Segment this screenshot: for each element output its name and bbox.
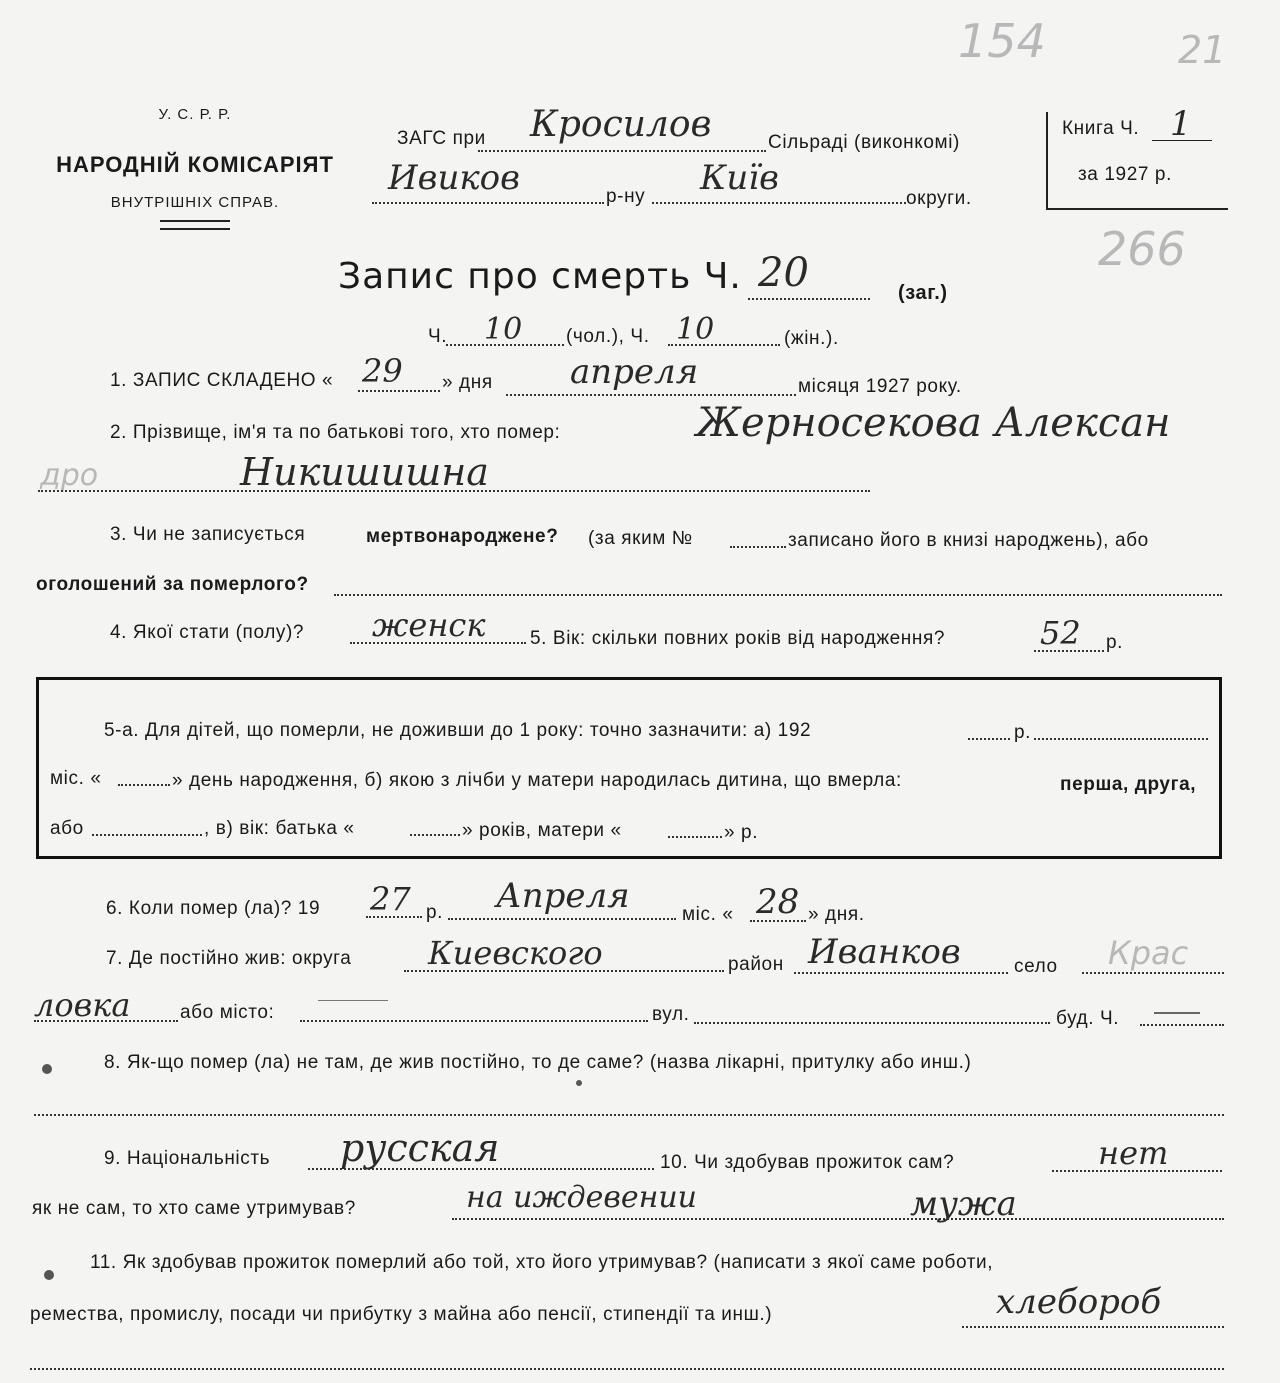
item10-supporter-label: як не сам, то хто саме утримував? [32,1198,356,1219]
item3-stillborn: мертвонароджене? [366,526,559,547]
item5a-mother-line [668,836,722,838]
item7-city-label: або місто: [180,1002,275,1023]
zags-prefix: ЗАГС при [397,128,486,149]
item7-building-line [1140,1024,1224,1026]
zags-suffix: Сільраді (виконкомі) [768,132,960,153]
item5a-end: » р. [724,822,759,843]
item7-selo2-line [34,1020,178,1022]
item2-name-line [38,490,870,492]
male-label: (чол.), Ч. [566,326,650,347]
book-label: Книга Ч. [1062,118,1140,139]
item2-name2-handwritten: Никишишна [240,450,489,494]
item5a-father-label: , в) вік: батька « [204,818,355,839]
item8-label: 8. Як-що помер (ла) не там, де жив постійно, то де саме? (назва лікарні, притулку або инш.) [104,1052,972,1073]
item7-building-label: буд. Ч. [1056,1008,1120,1029]
item7-city-line [300,1020,648,1022]
header-divider-1 [160,220,230,222]
item10-supporter2-handwritten: мужа [910,1184,1017,1224]
item2-label: 2. Прізвище, ім'я та по батькові того, хто помер: [110,422,561,443]
item11-line1: 11. Як здобував прожиток померлий або той, хто його утримував? (написати з якої саме роботи, [90,1252,994,1273]
item7-okruh-handwritten: Киевского [428,934,603,972]
item5a-father-line [410,834,460,836]
header-commissariat: НАРОДНІЙ КОМІСАРІЯТ [56,152,334,177]
item3-number-line [730,546,786,548]
pencil-annotation-number: 266 [1098,222,1186,276]
item7-street-line [694,1022,1050,1024]
item4-sex-handwritten: женск [372,606,486,644]
item1-end: місяця 1927 року. [798,376,962,397]
item9-label: 9. Національність [104,1148,271,1169]
okruh-label: округи. [906,188,972,209]
item11-occupation-handwritten: хлебороб [996,1282,1162,1322]
item5a-order-line [92,834,202,836]
item6-month-line [448,918,676,920]
item9-nationality-handwritten: русская [340,1126,500,1170]
item5a-month-label: міс. « [50,768,102,789]
item6-year-handwritten: 27 [370,880,411,918]
book-year: за 1927 р. [1078,164,1172,185]
item7-selo-handwritten: Крас [1108,934,1189,972]
paper-mark [576,1080,582,1086]
item5a-mother-label: » років, матери « [462,820,622,841]
item2-prefix-handwritten: дро [40,458,99,493]
item10-supporter-handwritten: на иждевении [466,1180,697,1215]
item3-text-b: (за яким № [588,528,693,549]
item3-text-a: 3. Чи не записується [110,524,306,545]
okruh-handwritten: Київ [700,158,779,198]
item7-raion-line [794,972,1008,974]
item8-line [34,1114,1224,1116]
item4-sex-line [350,642,526,644]
female-label: (жін.). [784,328,839,349]
item6-r: р. [426,902,444,923]
pencil-annotation-top-2: 21 [1178,28,1227,72]
book-number-line [1152,140,1212,141]
item5-label: 5. Вік: скільки повних років від народження? [530,628,946,649]
item5a-year-line [968,738,1010,740]
raion-label: р-ну [606,186,646,207]
item5a-first-second: перша, друга, [1060,774,1197,795]
item7-raion-handwritten: Иванков [808,932,961,972]
item11-occupation-line [962,1326,1224,1328]
raion-line [372,202,604,204]
item7-label: 7. Де постійно жив: округа [106,948,352,969]
item7-raion-label: район [728,954,784,975]
item5a-line1-end: р. [1014,722,1032,743]
item5-age-line [1034,650,1104,652]
item5a-line1: 5-а. Для дітей, що померли, не доживши до 1 року: точно зазначити: а) 192 [104,720,812,741]
male-prefix: Ч. [428,326,448,347]
item10-answer-handwritten: нет [1098,1134,1169,1172]
item10-supporter-line [452,1218,1224,1220]
header-divider-2 [160,228,230,230]
item3-declared-dead: оголошений за померлого? [36,574,309,595]
item6-month-handwritten: Апреля [496,876,630,916]
item1-month-handwritten: апреля [570,352,699,392]
item1-mid: » дня [442,372,493,393]
item5-age-handwritten: 52 [1040,614,1081,652]
item7-selo-label: село [1014,956,1058,977]
item6-day-line [750,920,806,922]
item6-year-line [366,916,422,918]
item6-mis: міс. « [682,904,734,925]
item1-month-line [506,394,796,396]
item6-day-handwritten: 28 [756,882,800,922]
okruh-line [652,202,906,204]
item10-label: 10. Чи здобував прожиток сам? [660,1152,955,1173]
margin-mark-1 [42,1064,52,1074]
zags-village-line [478,150,766,152]
item10-line [1052,1170,1222,1172]
item7-okruh-line [404,970,724,972]
item4-label: 4. Якої стати (полу)? [110,622,305,643]
male-count-handwritten: 10 [484,312,523,347]
item2-name-handwritten: Жерносекова Алексан [696,400,1171,446]
book-number-handwritten: 1 [1170,104,1192,144]
female-count-handwritten: 10 [676,312,715,347]
item7-city-dash [318,1000,388,1001]
male-count-line [446,344,564,346]
item7-street-label: вул. [652,1004,690,1025]
zags-village-handwritten: Кросилов [530,104,712,145]
header-ussr: У. С. Р. Р. [158,106,232,123]
item1-day-line [358,390,440,392]
record-number-line [748,298,870,300]
item5a-line2: » день народження, б) якою з лічби у матери народилась дитина, що вмерла: [172,770,902,791]
item1-label: 1. ЗАПИС СКЛАДЕНО « [110,370,334,391]
item3-text-c: записано його в книзі народжень), або [788,530,1149,551]
item7-selo-line [1082,972,1224,974]
record-number-handwritten: 20 [758,250,809,296]
item5a-or: або [50,818,84,839]
item7-building-dash [1154,1012,1200,1014]
female-count-line [668,344,780,346]
item5a-line1-tail [1034,738,1208,740]
margin-mark-2 [44,1270,54,1280]
item6-end: » дня. [808,904,865,925]
pencil-annotation-top: 154 [958,14,1046,68]
record-title: Запис про смерть Ч. [338,256,742,297]
item3-declared-line [334,594,1222,596]
item6-label: 6. Коли помер (ла)? 19 [106,898,321,919]
record-zag: (заг.) [898,282,948,304]
item1-day-handwritten: 29 [362,352,403,390]
item9-line [308,1168,654,1170]
item11-line-bottom [30,1368,1224,1370]
item11-line2: ремества, промислу, посади чи прибутку з майна або пенсії, стипендії та инш.) [30,1304,773,1325]
raion-handwritten: Ивиков [388,158,520,198]
item5-end: р. [1106,632,1124,653]
item7-selo2-handwritten: ловка [34,986,131,1024]
header-internal-affairs: ВНУТРІШНІХ СПРАВ. [110,194,280,211]
item5a-day-line [118,784,170,786]
